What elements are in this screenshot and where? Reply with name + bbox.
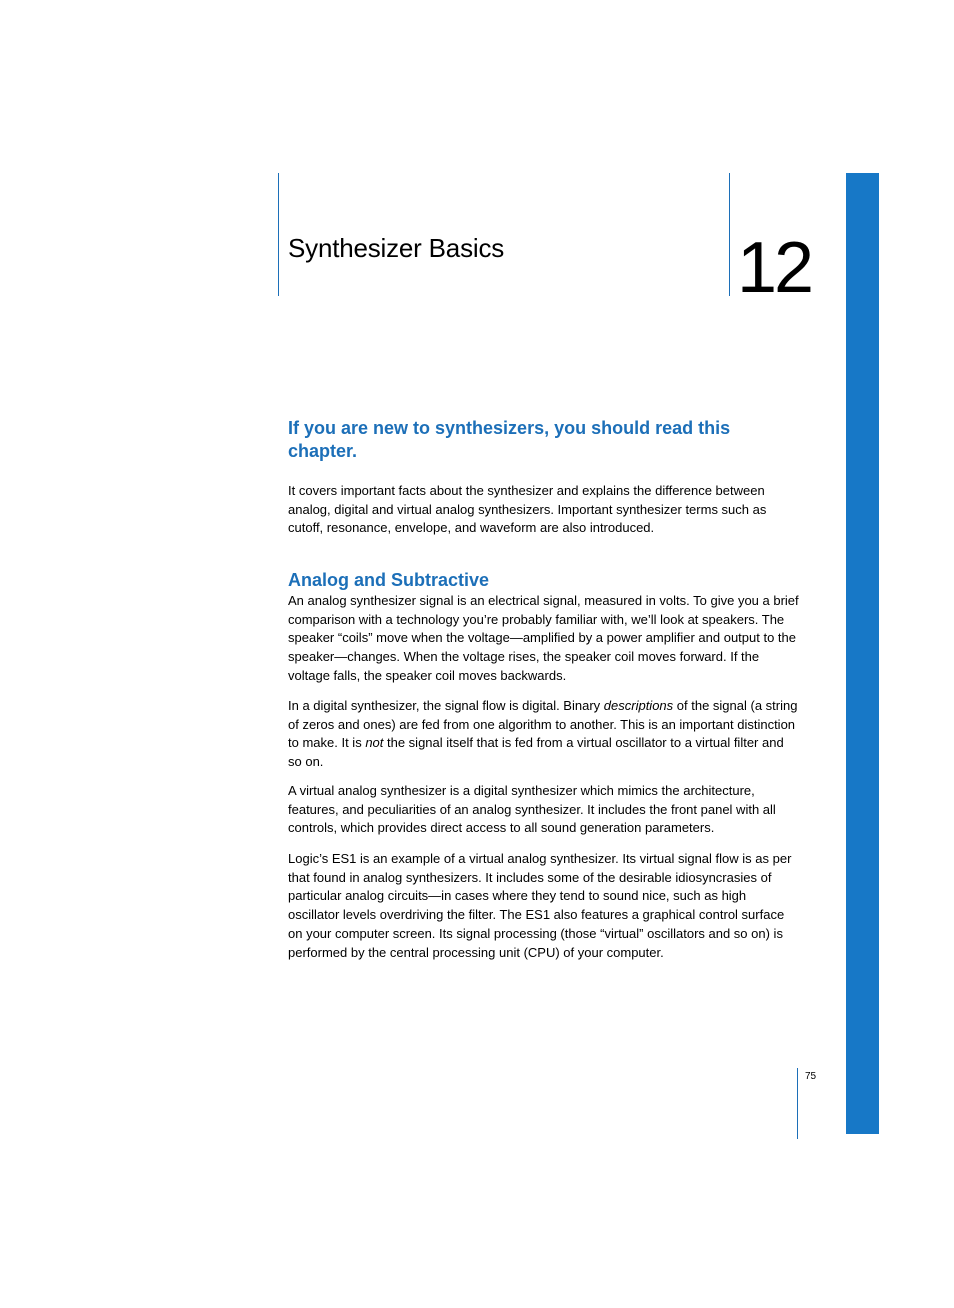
body-paragraph-es1: Logic’s ES1 is an example of a virtual analog synthesizer. Its virtual signal flow is as per that found in analog synthesizers. It includes some of the desirable idiosyncrasies of particular analog circuits—in cases where they tend to sound nice, such as high oscillator levels overdriving the filter. The ES1 also features a graphical control surface on your computer screen. Its signal processing (those “virtual” oscillators and so on) is performed by the central processing unit (CPU) of your computer. [288, 851, 792, 960]
p2-text-b: of the signal (a string of zeros and ones) are fed from one algorithm to another. This is an important distinction to make. It is [288, 698, 798, 751]
chapter-title: Synthesizer Basics [288, 233, 505, 263]
section-heading: Analog and Subtractive [288, 570, 490, 590]
footer-rule [797, 1068, 798, 1139]
p2-emphasis-descriptions: descriptions [603, 698, 674, 713]
intro-heading: If you are new to synthesizers, you should read this chapter. [288, 418, 731, 461]
number-left-rule [729, 173, 730, 296]
page-number: 75 [805, 1071, 817, 1082]
chapter-tab-bar [846, 173, 879, 1134]
p2-text-c: the signal itself that is fed from a virtual oscillator to a virtual filter and so on. [288, 735, 784, 770]
body-paragraph-analog: An analog synthesizer signal is an electrical signal, measured in volts. To give you a brief comparison with a technology you’re probably familiar with, we’ll look at speakers. The speaker “coils” move when the voltage—amplified by a power amplifier and output to the speaker—changes. When the voltage rises, the speaker coil moves forward. If the voltage falls, the speaker coil moves backwards. [288, 593, 799, 683]
title-left-rule [278, 173, 279, 296]
chapter-number: 12 [737, 228, 812, 308]
p2-text-a: In a digital synthesizer, the signal flow is digital. Binary [288, 698, 604, 713]
intro-paragraph: It covers important facts about the synthesizer and explains the difference between analog, digital and virtual analog synthesizers. Important synthesizer terms such as cutoff, resonance, envelope, and waveform are also introduced. [288, 483, 767, 536]
body-paragraph-virtual-analog: A virtual analog synthesizer is a digital synthesizer which mimics the architecture, features, and peculiarities of an analog synthesizer. It includes the front panel with all controls, which provides direct access to all sound generation parameters. [288, 783, 776, 836]
body-paragraph-digital [288, 697, 800, 772]
p2-emphasis-not: not [365, 735, 384, 751]
